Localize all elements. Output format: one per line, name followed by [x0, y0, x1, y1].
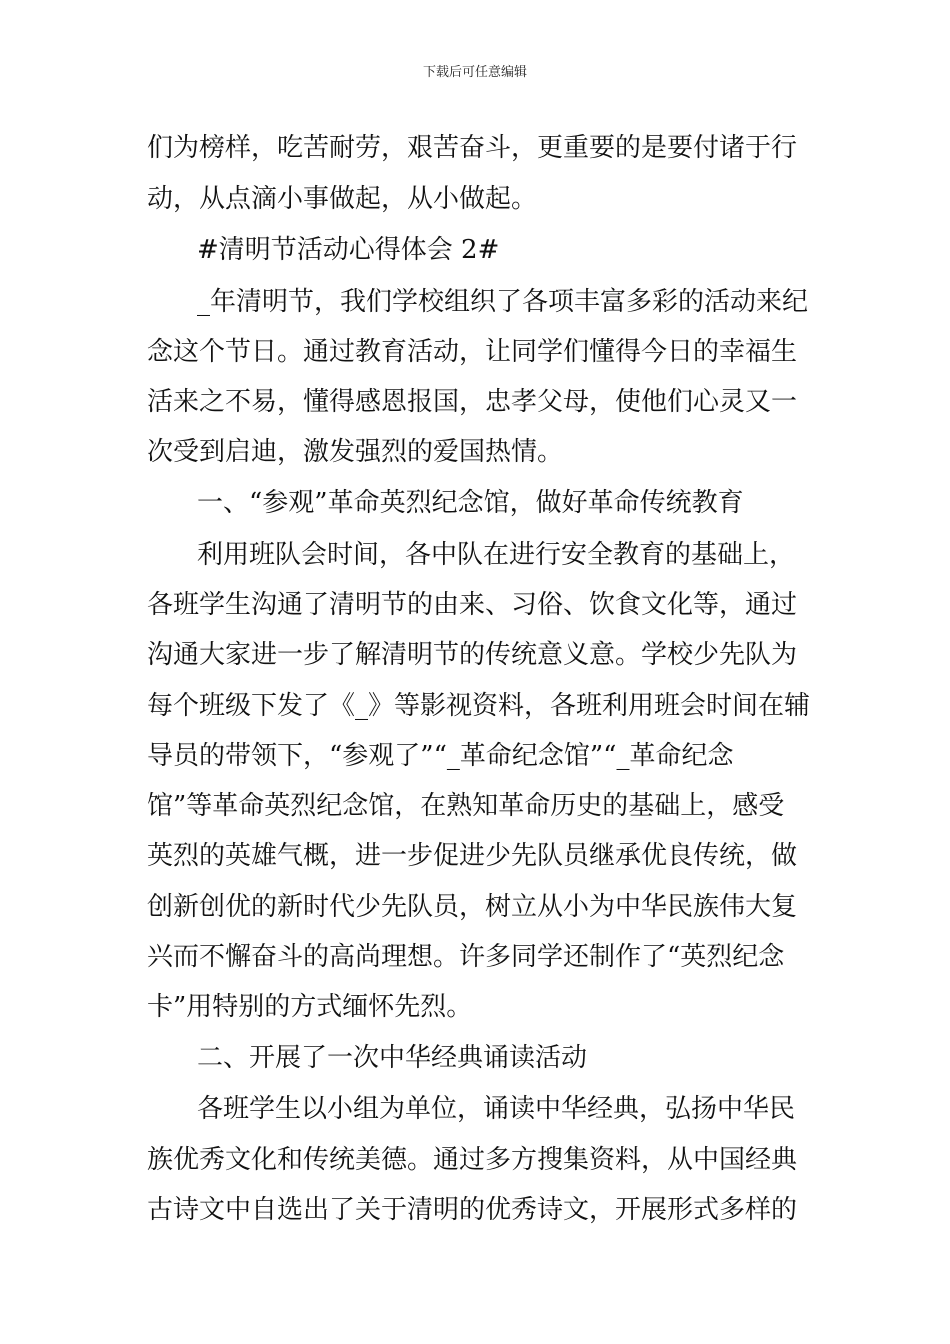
subheading: 二、开展了一次中华经典诵读活动 [197, 1043, 588, 1073]
section-title: #清明节活动心得体会 2# [197, 235, 500, 265]
text-line: 族优秀文化和传统美德。通过多方搜集资料，从中国经典 [147, 1145, 798, 1175]
text-line: 念这个节日。通过教育活动，让同学们懂得今日的幸福生 [147, 337, 798, 367]
text-line: _年清明节，我们学校组织了各项丰富多彩的活动来纪 [197, 287, 809, 317]
text-line: 各班学生沟通了清明节的由来、习俗、饮食文化等，通过 [147, 590, 798, 620]
text-line: 古诗文中自选出了关于清明的优秀诗文，开展形式多样的 [147, 1195, 798, 1225]
text-line: 英烈的英雄气概，进一步促进少先队员继承优良传统，做 [147, 841, 798, 871]
text-line: 动，从点滴小事做起，从小做起。 [147, 184, 538, 214]
text-line: 兴而不懈奋斗的高尚理想。许多同学还制作了“英烈纪念 [147, 942, 785, 972]
text-line: 沟通大家进一步了解清明节的传统意义意。学校少先队为 [147, 640, 798, 670]
text-line: 馆”等革命英烈纪念馆，在熟知革命历史的基础上，感受 [147, 791, 785, 821]
text-line: 创新创优的新时代少先队员，树立从小为中华民族伟大复 [147, 892, 798, 922]
text-line: 各班学生以小组为单位，诵读中华经典，弘扬中华民 [197, 1094, 796, 1124]
text-line: 次受到启迪，激发强烈的爱国热情。 [147, 437, 564, 467]
text-line: 每个班级下发了《_》等影视资料，各班利用班会时间在辅 [147, 691, 811, 721]
text-line: 们为榜样，吃苦耐劳，艰苦奋斗，更重要的是要付诸于行 [147, 133, 798, 163]
text-line: 活来之不易，懂得感恩报国，忠孝父母，使他们心灵又一 [147, 387, 798, 417]
text-line: 导员的带领下，“参观了”“_革命纪念馆”“_革命纪念 [147, 741, 734, 771]
page-header: 下载后可任意编辑 [422, 65, 527, 80]
subheading: 一、“参观”革命英烈纪念馆，做好革命传统教育 [197, 488, 744, 518]
text-line: 卡”用特别的方式缅怀先烈。 [147, 992, 473, 1022]
text-line: 利用班队会时间，各中队在进行安全教育的基础上， [197, 540, 796, 570]
